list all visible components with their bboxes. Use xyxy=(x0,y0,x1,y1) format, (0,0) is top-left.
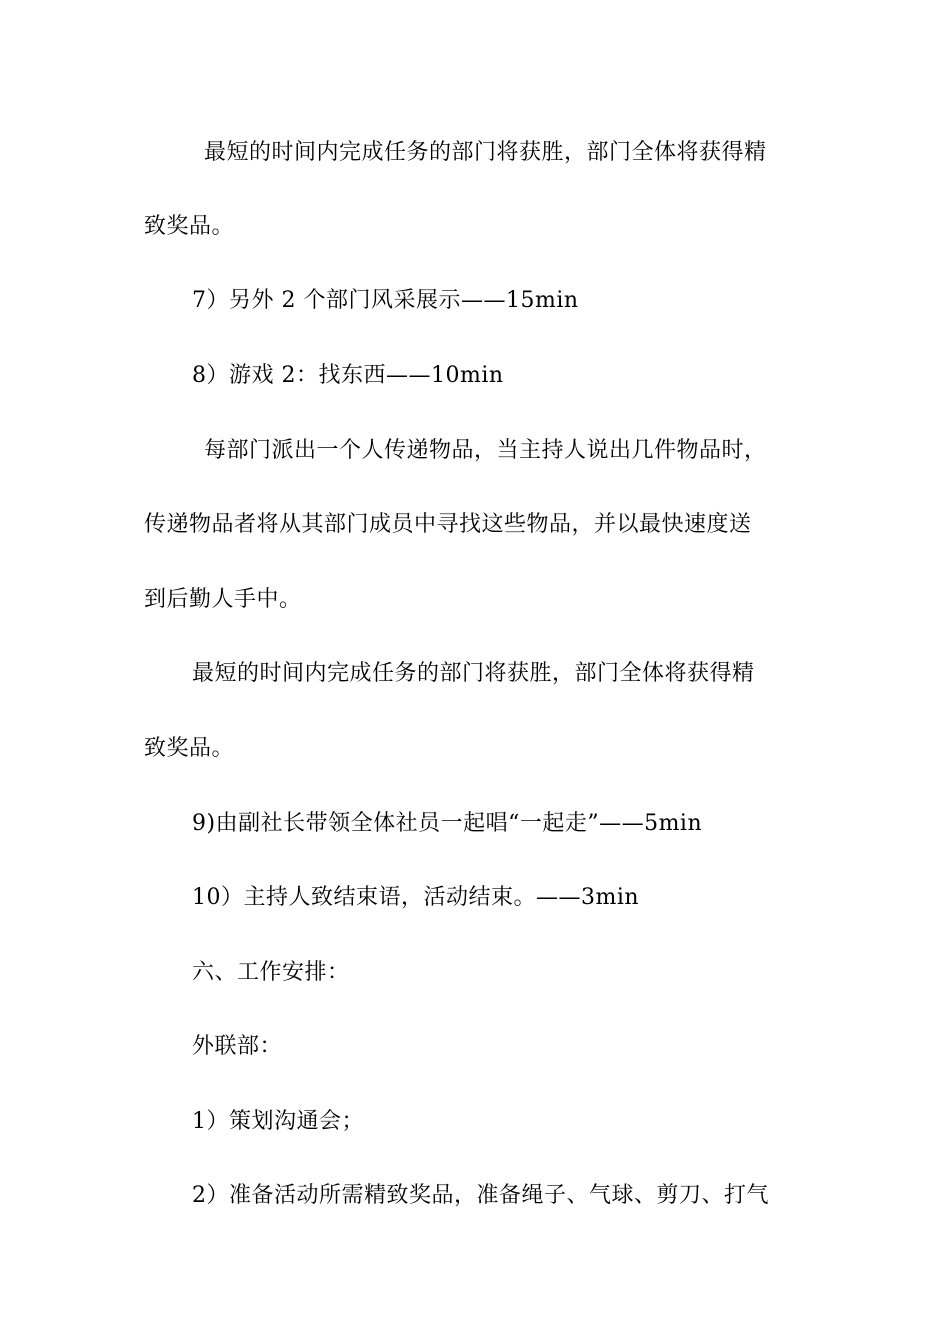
list-item: 1）策划沟通会； xyxy=(192,1109,364,1134)
paragraph-line: 到后勤人手中。 xyxy=(144,587,302,612)
paragraph-line: 每部门派出一个人传递物品，当主持人说出几件物品时， xyxy=(204,438,767,463)
list-item: 9)由副社长带领全体社员一起唱“一起走”——5min xyxy=(192,811,703,836)
section-heading: 六、工作安排： xyxy=(192,960,350,985)
paragraph-line: 最短的时间内完成任务的部门将获胜，部门全体将获得精 xyxy=(204,140,767,165)
list-item: 8）游戏 2：找东西——10min xyxy=(192,363,504,388)
paragraph-line: 致奖品。 xyxy=(144,736,235,761)
paragraph-line: 最短的时间内完成任务的部门将获胜，部门全体将获得精 xyxy=(192,661,755,686)
list-item: 7）另外 2 个部门风采展示——15min xyxy=(192,288,579,313)
list-item: 2）准备活动所需精致奖品，准备绳子、气球、剪刀、打气 xyxy=(192,1183,769,1208)
paragraph-line: 致奖品。 xyxy=(144,214,235,239)
list-item: 10）主持人致结束语，活动结束。——3min xyxy=(192,885,640,910)
subsection-heading: 外联部： xyxy=(192,1034,283,1059)
paragraph-line: 传递物品者将从其部门成员中寻找这些物品，并以最快速度送 xyxy=(144,512,752,537)
